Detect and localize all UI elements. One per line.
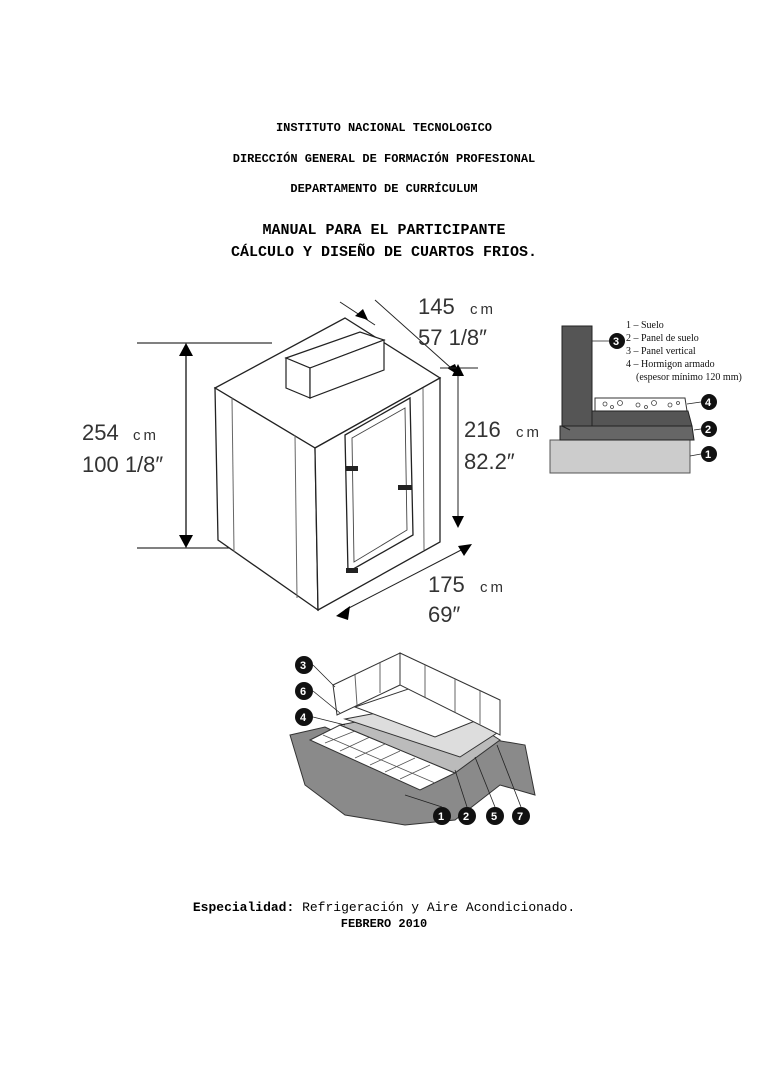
door-unit: cm <box>516 424 542 441</box>
legend-item-3: 3 – Panel vertical <box>626 346 696 357</box>
publication-date: FEBRERO 2010 <box>340 917 428 931</box>
floor-section-detail <box>550 318 742 478</box>
width-cm-value: 145 <box>418 294 455 319</box>
legend-item-4: 4 – Hormigon armado <box>626 359 715 370</box>
manual-subtitle: CÁLCULO Y DISEÑO DE CUARTOS FRIOS. <box>230 244 538 261</box>
cold-room-drawing <box>0 280 560 630</box>
specialty-value: Refrigeración y Aire Acondicionado. <box>294 900 576 915</box>
floor-marker-5: 5 <box>491 811 498 823</box>
depth-unit: cm <box>480 579 506 596</box>
specialty-label: Especialidad: <box>192 900 295 915</box>
width-unit: cm <box>470 301 496 318</box>
height-in-value: 100 1/8″ <box>82 452 164 477</box>
legend-item-2: 2 – Panel de suelo <box>626 333 699 344</box>
specialty-line <box>0 900 768 915</box>
legend-item-1: 1 – Suelo <box>626 320 664 331</box>
floor-marker-2: 2 <box>463 811 470 823</box>
door-cm-value: 216 <box>464 417 501 442</box>
floor-marker-1: 1 <box>438 811 445 823</box>
legend-item-4-note: (espesor mínimo 120 mm) <box>636 372 742 383</box>
section-marker-2: 2 <box>705 424 712 436</box>
directorate-name: DIRECCIÓN GENERAL DE FORMACIÓN PROFESIONAL <box>232 152 536 166</box>
door-in-value: 82.2″ <box>464 449 515 474</box>
section-marker-3: 3 <box>613 336 620 348</box>
department-name: DEPARTAMENTO DE CURRÍCULUM <box>290 182 478 196</box>
section-marker-1: 1 <box>705 449 712 461</box>
institution-name: INSTITUTO NACIONAL TECNOLOGICO <box>275 121 493 135</box>
depth-in-value: 69″ <box>428 602 461 627</box>
width-in-value: 57 1/8″ <box>418 325 487 350</box>
height-cm-value: 254 <box>82 420 119 445</box>
floor-marker-3: 3 <box>300 660 307 672</box>
manual-title: MANUAL PARA EL PARTICIPANTE <box>262 222 506 239</box>
height-unit: cm <box>133 427 159 444</box>
floor-marker-4: 4 <box>300 712 307 724</box>
floor-cutaway-drawing <box>285 645 545 835</box>
floor-marker-7: 7 <box>517 811 524 823</box>
section-marker-4: 4 <box>705 397 712 409</box>
floor-marker-6: 6 <box>300 686 307 698</box>
depth-cm-value: 175 <box>428 572 465 597</box>
